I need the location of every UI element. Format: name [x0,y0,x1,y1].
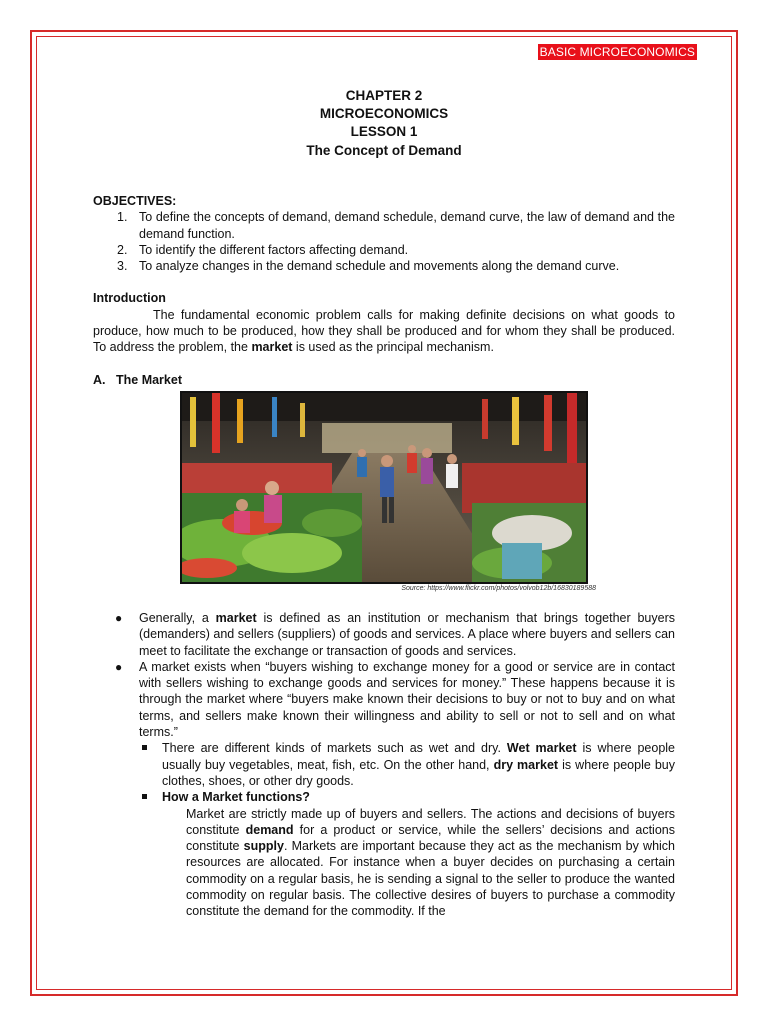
bullet-square-icon [142,745,147,750]
objectives-label: OBJECTIVES: [93,194,177,208]
subheading-market-functions: How a Market functions? [162,790,310,805]
market-bullets [113,610,675,920]
market-photo-illustration [182,393,586,582]
list-item: ● Generally, a market is defined as an institution or mechanism that brings together buyers (demanders) and sellers (suppliers) of goods and services. A place where buyers and sellers can meet to facilitate the exchange or transaction of goods and services. [115,611,675,658]
introduction-paragraph: The fundamental economic problem calls for making definite decisions on what goods to produce, how much to be produced, how they shall be produced and for whom they shall be produced. To address the problem, the market is used as the principal mechanism. [93,307,675,355]
objectives-list [93,209,675,274]
list-item: There are different kinds of markets such as wet and dry. Wet market is where people usually buy vegetables, meat, fish, etc. On the other hand, dry market is where people buy clothes, shoes, or other dry goods. [113,740,675,789]
lesson-title: The Concept of Demand [306,142,462,158]
objective-item: 3. To analyze changes in the demand schedule and movements along the demand curve. [117,259,620,274]
main-content [93,193,675,388]
image-source-caption: Source: https://www.flickr.com/photos/volvob12b/16830189588 [401,585,596,592]
chapter-subject: MICROECONOMICS [319,106,449,122]
bullet-dot-icon: ● [115,659,123,674]
market-functions-paragraph: Market are strictly made up of buyers and sellers. The actions and decisions of buyers constitute demand for a product or service, while the sellers’ decisions and actions constitute supply. Markets are important because they act as the mechanism by which resources are allocated. For instance when a buyer decides on purchasing a certain commodity on a regular basis, he is sending a signal to the seller to produce the wanted commodity on regular basis. The collective desires of buyers to purchase a commodity constitute the demand for the commodity. If the [186,806,675,919]
list-item: ● A market exists when “buyers wishing to exchange money for a good or service are in contact with sellers wishing to exchange goods and services for money.” These happens because it is through the market where “buyers make known their decisions to buy or not to buy and on what terms, and sellers make known their willingness and ability to sell or not to sell and on what terms.” [115,659,675,740]
list-item [113,789,675,805]
introduction-label: Introduction [93,291,166,306]
chapter-heading [0,87,768,160]
course-tag: BASIC MICROECONOMICS [539,45,695,59]
lesson-number: LESSON 1 [350,124,418,140]
section-a-heading: A. The Market [93,372,182,387]
objective-item: 2. To identify the different factors affecting demand. [117,242,409,257]
bullet-square-icon [142,794,147,799]
bullet-dot-icon: ● [115,611,123,625]
chapter-number: CHAPTER 2 [345,88,423,103]
objective-item: 1. To define the concepts of demand, demand schedule, demand curve, the law of demand and the demand function. [117,210,675,241]
market-photo [180,391,588,584]
